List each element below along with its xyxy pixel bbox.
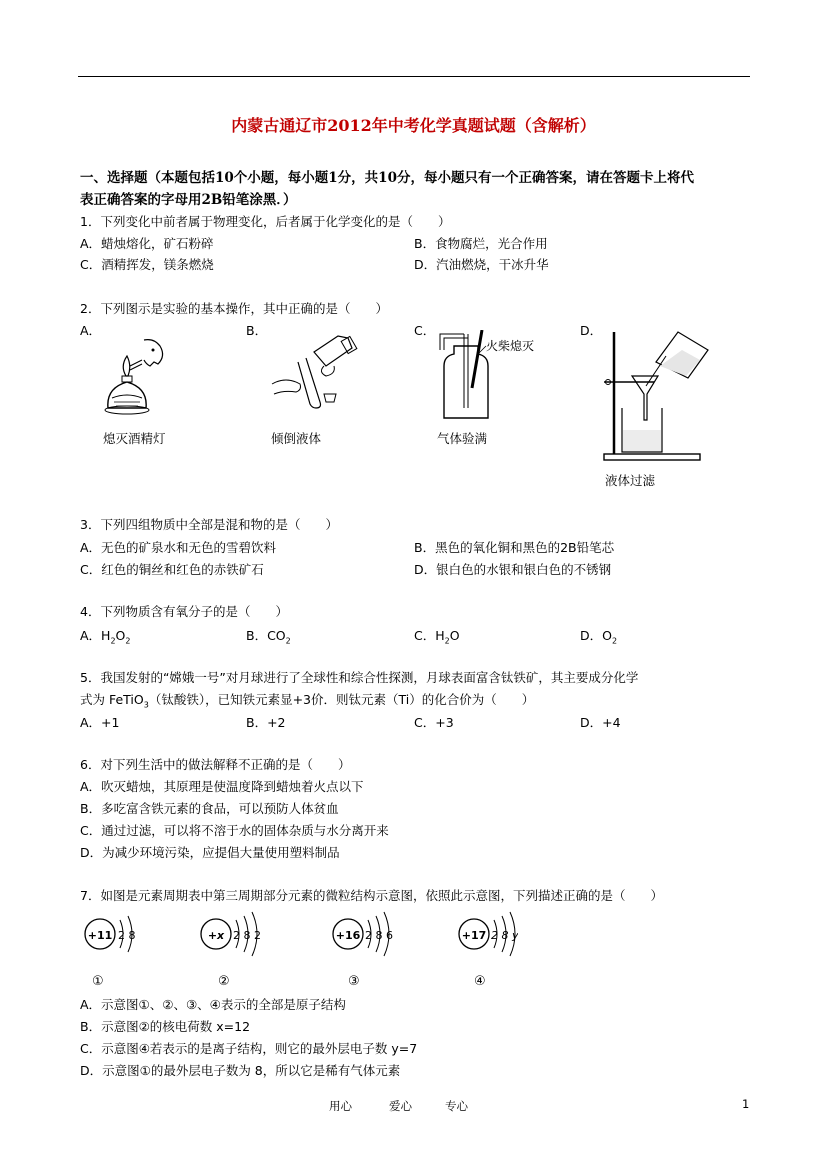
q1-option-a: A．蜡烛熔化，矿石粉碎 — [80, 236, 214, 251]
q3-option-b: B．黑色的氧化铜和黑色的2B铅笔芯 — [414, 540, 615, 555]
q2-label-c: C． — [414, 323, 436, 338]
svg-text:2 8 y: 2 8 y — [491, 929, 518, 942]
atom-diagram-3 — [333, 912, 393, 989]
caption-c: 气体验满 — [437, 431, 488, 446]
q2-label-a: A． — [80, 323, 102, 338]
svg-text:①: ① — [92, 974, 104, 989]
q4-option-d: D．$O_2$ — [580, 628, 618, 646]
q6-option-b: B．多吃富含铁元素的食品，可以预防人体贫血 — [80, 801, 339, 816]
q7-option-a: A．示意图①、②、③、④表示的全部是原子结构 — [80, 997, 346, 1012]
q6-option-d: D．为减少环境污染，应提倡大量使用塑料制品 — [80, 845, 340, 860]
q2-stem: 2．下列图示是实验的基本操作，其中正确的是（ ） — [80, 301, 388, 316]
svg-text:2 8 2: 2 8 2 — [233, 929, 261, 942]
svg-text:③: ③ — [348, 974, 360, 989]
q2-label-b: B． — [246, 323, 268, 338]
atom-diagram-1 — [85, 916, 136, 989]
figure-pouring-liquid — [266, 332, 366, 418]
section-heading-line2: 表正确答案的字母用2B铅笔涂黑．） — [80, 192, 297, 208]
footer-aixin: 爱心 — [389, 1099, 412, 1113]
q3-option-d: D．银白色的水银和银白色的不锈钢 — [414, 562, 612, 577]
q2-label-d: D． — [580, 323, 603, 338]
caption-b: 倾倒液体 — [271, 431, 322, 446]
section-heading-line1: 一、选择题（本题包括10个小题，每小题1分，共10分，每小题只有一个正确答案，请在答题卡上将代 — [80, 170, 694, 186]
header-rule — [78, 76, 750, 77]
page-title: 内蒙古通辽市2012年中考化学真题试题（含解析） — [231, 116, 596, 135]
q1-option-b: B．食物腐烂，光合作用 — [414, 236, 548, 251]
q3-stem: 3．下列四组物质中全部是混和物的是（ ） — [80, 517, 338, 532]
svg-text:②: ② — [218, 974, 230, 989]
q3-option-c: C．红色的铜丝和红色的赤铁矿石 — [80, 562, 264, 577]
svg-text:④: ④ — [474, 974, 486, 989]
q1-stem: 1．下列变化中前者属于物理变化，后者属于化学变化的是（ ） — [80, 214, 451, 229]
caption-d: 液体过滤 — [605, 473, 656, 488]
figure-filtration — [600, 328, 710, 464]
q5-option-d: D．+4 — [580, 715, 621, 730]
q7-option-b: B．示意图②的核电荷数 x=12 — [80, 1019, 251, 1034]
q5-option-b: B．+2 — [246, 715, 286, 730]
figure-alcohol-lamp — [100, 336, 170, 422]
match-label: 火柴熄灭 — [486, 339, 535, 353]
q7-option-d: D．示意图①的最外层电子数为 8，所以它是稀有气体元素 — [80, 1063, 401, 1078]
q3-option-a: A．无色的矿泉水和无色的雪碧饮料 — [80, 540, 277, 555]
q6-option-c: C．通过过滤，可以将不溶于水的固体杂质与水分离开来 — [80, 823, 389, 838]
svg-text:+16: +16 — [335, 929, 361, 942]
q5-stem-line1: 5．我国发射的“嫦娥一号”对月球进行了全球性和综合性探测，月球表面富含钛铁矿，其主要成分化学 — [80, 670, 639, 685]
atom-structure-diagrams — [78, 908, 518, 990]
q5-option-a: A．+1 — [80, 715, 120, 730]
svg-text:+x: +x — [207, 929, 225, 942]
q4-option-c: C．$H_2O$ — [414, 628, 460, 646]
q1-option-d: D．汽油燃烧，干冰升华 — [414, 257, 549, 272]
atom-diagram-4 — [459, 912, 518, 989]
q4-option-a: A．$H_2O_2$ — [80, 628, 131, 646]
q7-option-c: C．示意图④若表示的是离子结构，则它的最外层电子数 y=7 — [80, 1041, 418, 1056]
svg-text:+17: +17 — [461, 929, 487, 942]
q4-stem: 4．下列物质含有氧分子的是（ ） — [80, 604, 288, 619]
svg-text:+11: +11 — [87, 929, 113, 942]
q6-stem: 6．对下列生活中的做法解释不正确的是（ ） — [80, 757, 351, 772]
footer-yongxin: 用心 — [329, 1099, 352, 1113]
caption-a: 熄灭酒精灯 — [103, 431, 166, 446]
svg-text:2 8 6: 2 8 6 — [365, 929, 393, 942]
q6-option-a: A．吹灭蜡烛，其原理是使温度降到蜡烛着火点以下 — [80, 779, 364, 794]
q1-option-c: C．酒精挥发，镁条燃烧 — [80, 257, 214, 272]
svg-text:2 8: 2 8 — [118, 929, 136, 942]
q5-option-c: C．+3 — [414, 715, 454, 730]
atom-diagram-2 — [201, 912, 261, 989]
figure-gas-test — [434, 330, 544, 422]
footer-zhuanxin: 专心 — [445, 1099, 468, 1113]
q7-stem: 7．如图是元素周期表中第三周期部分元素的微粒结构示意图，依照此示意图，下列描述正确的是（ ） — [80, 888, 663, 903]
q4-option-b: B．$CO_2$ — [246, 628, 291, 646]
page-number: 1 — [742, 1097, 750, 1111]
q5-stem-line2: 式为 FeTiO$_3$（钛酸铁），已知铁元素显+3价．则钛元素（Ti）的化合价为（ ） — [80, 692, 535, 710]
